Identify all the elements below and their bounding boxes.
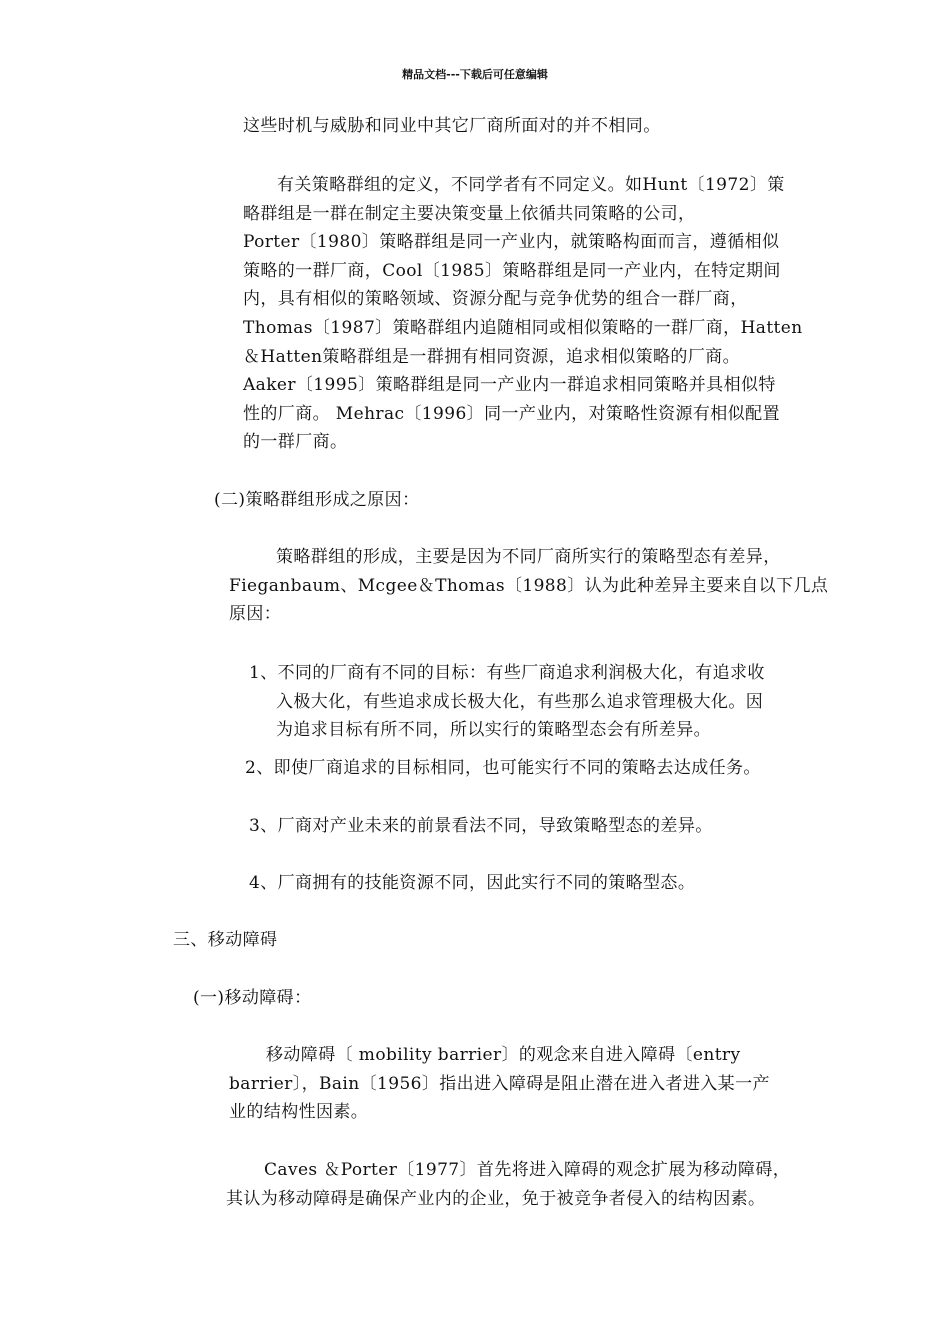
section-2-heading: (二)策略群组形成之原因： — [214, 490, 420, 510]
section-3-heading: 三、移动障碍 — [173, 930, 278, 950]
mobility-paragraph — [229, 1041, 770, 1127]
intro-line: 这些时机与威胁和同业中其它厂商所面对的并不相同。 — [243, 116, 661, 136]
paragraph-line: 内，具有相似的策略领域、资源分配与竞争优势的组合一群厂商， — [243, 289, 748, 310]
paragraph-line: Fieganbaum、Mcgee＆Thomas〔1988〕认为此种差异主要来自以下几点 — [229, 575, 829, 596]
paragraph-line: 移动障碍〔 mobility barrier〕的观念来自进入障碍〔entry — [266, 1045, 741, 1065]
paragraph-line: 其认为移动障碍是确保产业内的企业，免于被竞争者侵入的结构因素。 — [226, 1188, 766, 1209]
reason-line: 为追求目标有所不同，所以实行的策略型态会有所差异。 — [276, 720, 711, 741]
paragraph-line: 有关策略群组的定义，不同学者有不同定义。如Hunt〔1972〕策 — [277, 175, 785, 195]
reason-line: 1、不同的厂商有不同的目标：有些厂商追求利润极大化，有追求收 — [249, 663, 765, 683]
paragraph-line: 略群组是一群在制定主要决策变量上依循共同策略的公司， — [243, 203, 696, 224]
paragraph-line: 原因： — [229, 604, 282, 625]
paragraph-line: Aaker〔1995〕策略群组是同一产业内一群追求相同策略并具相似特 — [243, 375, 776, 396]
paragraph-line: 性的厂商。 Mehrac〔1996〕同一产业内，对策略性资源有相似配置 — [243, 403, 780, 424]
reason-item-4: 4、厂商拥有的技能资源不同，因此实行不同的策略型态。 — [249, 873, 696, 893]
paragraph-line: barrier〕，Bain〔1956〕指出进入障碍是阻止潜在进入者进入某一产 — [229, 1073, 770, 1094]
reason-line: 入极大化，有些追求成长极大化，有些那么追求管理极大化。因 — [276, 691, 764, 712]
paragraph-line: Thomas〔1987〕策略群组内追随相同或相似策略的一群厂商，Hatten — [243, 317, 803, 338]
reason-item-2: 2、即使厂商追求的目标相同，也可能实行不同的策略去达成任务。 — [245, 758, 761, 778]
definition-paragraph — [243, 171, 803, 457]
paragraph-line: 策略群组的形成，主要是因为不同厂商所实行的策略型态有差异， — [276, 547, 781, 567]
paragraph-line: 策略的一群厂商，Cool〔1985〕策略群组是同一产业内，在特定期间 — [243, 260, 781, 281]
formation-paragraph — [229, 543, 828, 629]
reason-item-3: 3、厂商对产业未来的前景看法不同，导致策略型态的差异。 — [249, 816, 713, 836]
reason-item-1 — [249, 659, 765, 745]
section-3-1-heading: (一)移动障碍： — [193, 988, 312, 1008]
paragraph-line: Porter〔1980〕策略群组是同一产业内，就策略构面而言，遵循相似 — [243, 232, 780, 253]
paragraph-line: Caves ＆Porter〔1977〕首先将进入障碍的观念扩展为移动障碍， — [264, 1160, 791, 1180]
paragraph-line: 业的结构性因素。 — [229, 1102, 369, 1123]
caves-paragraph — [226, 1156, 790, 1213]
page-header: 精品文档---下载后可任意编辑 — [402, 68, 548, 81]
paragraph-line: ＆Hatten策略群组是一群拥有相同资源，追求相似策略的厂商。 — [243, 346, 741, 367]
paragraph-line: 的一群厂商。 — [243, 432, 348, 453]
